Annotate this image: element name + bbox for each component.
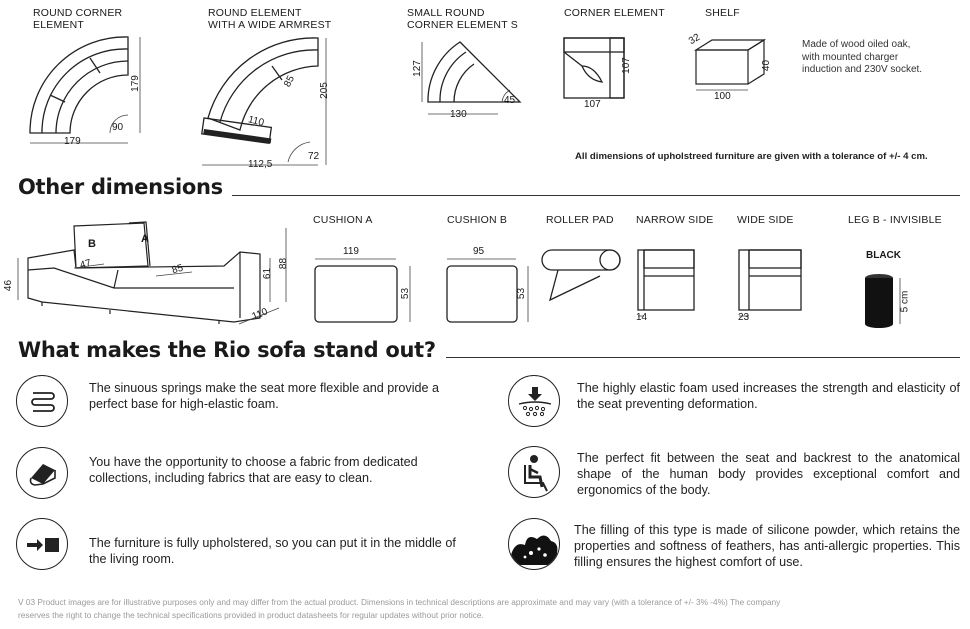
title-rule [232,195,960,196]
round-corner-height: 179 [129,75,141,92]
upholstered-sofa-icon [16,518,68,570]
cushion-b-width: 95 [473,246,485,257]
fabric-icon [16,447,68,499]
feature-fabric-text: You have the opportunity to choose a fabric from dedicated collections, including fabrics that are easy to clean. [89,455,418,485]
roller-pad-label: ROLLER PAD [546,214,614,226]
narrow-side-label: NARROW SIDE [636,214,714,226]
features-title: What makes the Rio sofa stand out? [18,338,436,362]
corner-element-label: CORNER ELEMENT [564,7,665,19]
corner-depth: 107 [620,57,632,74]
cushion-a-width: 119 [343,246,359,257]
round-armrest-drawing [200,30,330,170]
small-round-height: 127 [411,60,423,77]
armrest-angle: 72 [308,151,320,162]
cushion-b-height: 53 [516,287,528,300]
corner-width: 107 [584,99,601,110]
sofa-depth: 110 [250,306,270,323]
leg-height: 5 cm [899,290,911,313]
shelf-width: 100 [714,91,731,102]
shelf-depth: 32 [686,31,703,48]
tolerance-note: All dimensions of upholstreed furniture are given with a tolerance of +/- 4 cm. [575,151,928,162]
shelf-label: SHELF [705,7,740,19]
round-corner-width: 179 [64,136,81,147]
wide-side-width: 23 [738,312,750,323]
armrest-height: 205 [318,82,330,99]
silicone-filling-icon [508,518,560,570]
shelf-height: 40 [761,59,773,72]
round-corner-angle: 90 [112,122,124,133]
other-dimensions-title: Other dimensions [18,175,223,199]
small-round-label: SMALL ROUND CORNER ELEMENT S [407,7,518,31]
springs-icon [16,375,68,427]
cushion-a-label: CUSHION A [313,214,373,226]
footer-disclaimer: V 03 Product images are for illustrative purposes only and may differ from the actual product. Dimensions in technical descriptions are approximate and may vary (with a tolerance of +/- 3% -4%) The company reserves the right to change the technical specifications provided in product datasheets for regular updates without prior notice. [18,597,781,620]
narrow-side-width: 14 [636,312,648,323]
feature-foam-text: The highly elastic foam used increases the strength and elasticity of the seat preventing deformation. [577,381,960,411]
small-round-width: 130 [450,109,467,120]
foam-icon [508,375,560,427]
cushion-a-height: 53 [400,287,412,300]
armrest-width: 112,5 [248,159,273,170]
seated-person-icon [508,446,560,498]
leg-drawing [864,272,904,332]
small-round-angle: 45 [504,95,516,106]
sofa-total-height: 88 [278,257,290,270]
round-armrest-label: ROUND ELEMENT WITH A WIDE ARMREST [208,7,332,31]
feature-ergonomics-text: The perfect fit between the seat and backrest to the anatomical shape of the human body provides exceptional comfort and ergonomics of the body. [577,451,960,497]
round-corner-label: ROUND CORNER ELEMENT [33,7,123,31]
feature-filling-text: The filling of this type is made of silicone powder, which retains the properties and softness of feathers, has anti-allergic properties. This filling ensures the highest comfort of use. [574,523,960,569]
leg-color: BLACK [866,250,901,261]
shelf-description: Made of wood oiled oak, with mounted charger induction and 230V socket. [802,39,923,75]
leg-label: LEG B - INVISIBLE [848,214,942,226]
feature-upholstered-text: The furniture is fully upholstered, so you can put it in the middle of the living room. [89,536,456,566]
armrest-depth: 110 [246,114,266,129]
sofa-depth-b: 47 [78,257,93,272]
sofa-arm-height: 61 [262,267,274,280]
features-title-rule [446,357,960,358]
sofa-label-a: A [141,233,149,245]
sofa-label-b: B [88,238,96,250]
feature-springs-text: The sinuous springs make the seat more flexible and provide a perfect base for high-elastic foam. [89,381,440,411]
cushion-b-label: CUSHION B [447,214,508,226]
shelf-drawing [690,36,773,96]
armrest-seat: 85 [282,74,298,89]
roller-pad-drawing [544,246,624,306]
sofa-depth-a: 85 [170,262,185,277]
small-round-drawing [420,36,530,126]
wide-side-label: WIDE SIDE [737,214,794,226]
sofa-seat-height: 46 [3,279,15,292]
